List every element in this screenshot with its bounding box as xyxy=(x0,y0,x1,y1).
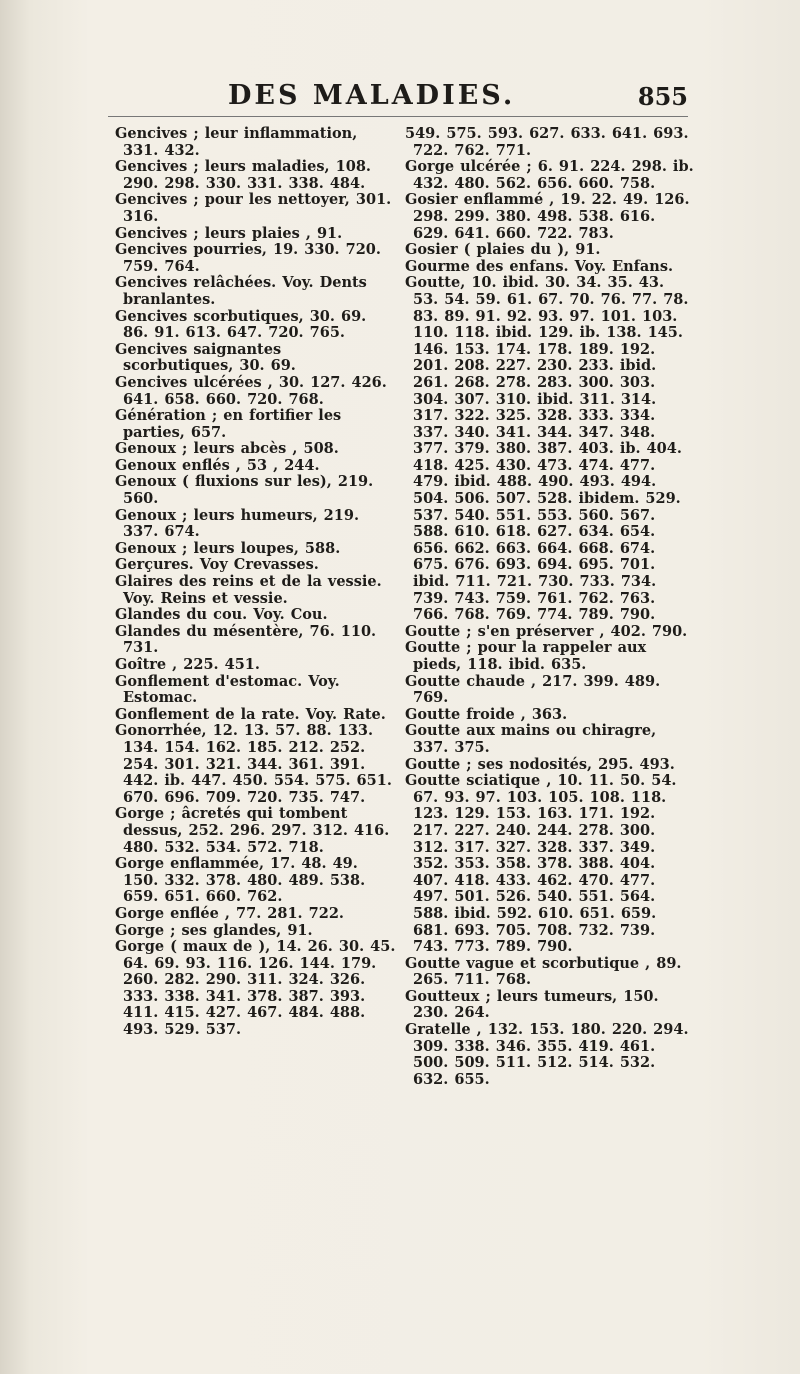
index-entry: Gencives pourries, 19. 330. 720. 759. 764. xyxy=(115,241,381,275)
index-entry: Genoux enflés , 53 , 244. xyxy=(115,456,320,474)
index-entry: Gorge ( maux de ), 14. 26. 30. 45. 64. 69. 93. 116. 126. 144. 179. 260. 282. 290. 311. 324. 326. 333. 338. 341. 378. 387. 393. 411. 415. 427. 467. 484. 488. 493. 529. 537. xyxy=(115,938,396,1039)
index-entry: Gourme des enfans. Voy. Enfans. xyxy=(405,257,674,275)
index-entry: Gorge enflée , 77. 281. 722. xyxy=(115,904,344,922)
index-entry: Goutte ; s'en préserver , 402. 790. xyxy=(405,622,688,640)
index-entry: Goutte sciatique , 10. 11. 50. 54. 67. 93. 97. 103. 105. 108. 118. 123. 129. 153. 163. 171. 192. 217. 227. 240. 244. 278. 300. 312. 317. 327. 328. 337. 349. 352. 353. 358. 378. 388. 404. 407. 418. 433. 462. 470. 477. 497. 501. 526. 540. 551. 564. 588. ibid. 592. 610. 651. 659. 681. 693. 705. 708. 732. 739. 743. 773. 789. 790. xyxy=(405,772,677,956)
index-entry: Gorge ; ses glandes, 91. xyxy=(115,921,313,939)
page-number: 855 xyxy=(637,82,688,111)
index-entry: Génération ; en fortifier les parties, 657. xyxy=(115,407,342,441)
index-entry: Genoux ( fluxions sur les), 219. 560. xyxy=(115,473,374,508)
index-entry: Goître , 225. 451. xyxy=(115,656,260,673)
index-entry: Gerçures. Voy Crevasses. xyxy=(115,556,319,574)
index-entry: Goutte vague et scorbutique , 89. 265. 711. 768. xyxy=(405,954,682,989)
index-entry: Gosier ( plaies du ), 91. xyxy=(405,241,601,259)
index-entry: Goutte ; ses nodosités, 295. 493. xyxy=(405,755,675,773)
index-entry: Glaires des reins et de la vessie. Voy. Reins et vessie. xyxy=(115,573,382,607)
index-entry: Gencives ; leurs maladies, 108. 290. 298. 330. 331. 338. 484. xyxy=(115,158,371,192)
index-column-left xyxy=(115,126,397,1039)
running-title: DES MALADIES. xyxy=(228,80,516,111)
index-entry: Gencives ulcérées , 30. 127. 426. 641. 658. 660. 720. 768. xyxy=(115,373,387,408)
index-entry: Goutte chaude , 217. 399. 489. 769. xyxy=(405,672,661,707)
index-entry-continued: 549. 575. 593. 627. 633. 641. 693. 722. 762. 771. xyxy=(405,125,689,159)
index-entry: Gencives relâchées. Voy. Dents branlantes. xyxy=(115,274,367,308)
index-entry: Goutteux ; leurs tumeurs, 150. 230. 264. xyxy=(405,987,659,1022)
index-entry: Gencives saignantes scorbutiques, 30. 69. xyxy=(115,340,296,375)
index-entry: Gosier enflammé , 19. 22. 49. 126. 298. 299. 380. 498. 538. 616. 629. 641. 660. 722. 783. xyxy=(405,191,690,242)
index-entry: Goutte ; pour la rappeler aux pieds, 118. ibid. 635. xyxy=(405,639,647,673)
index-entry: Gencives scorbutiques, 30. 69. 86. 91. 613. 647. 720. 765. xyxy=(115,307,367,342)
index-entry: Gencives ; leurs plaies , 91. xyxy=(115,224,343,242)
index-entry: Gonflement de la rate. Voy. Rate. xyxy=(115,705,386,723)
page-header xyxy=(108,80,688,117)
index-entry: Glandes du cou. Voy. Cou. xyxy=(115,606,328,624)
index-entry: Gencives ; leur inflammation, 331. 432. xyxy=(115,125,358,159)
index-entry: Gonflement d'estomac. Voy. Estomac. xyxy=(115,672,340,707)
index-entry: Goutte aux mains ou chiragre, 337. 375. xyxy=(405,722,657,756)
index-entry: Goutte froide , 363. xyxy=(405,705,568,723)
index-column-right xyxy=(405,126,695,1088)
index-entry: Gencives ; pour les nettoyer, 301. 316. xyxy=(115,191,392,225)
index-entry: Genoux ; leurs loupes, 588. xyxy=(115,539,341,557)
index-entry: Genoux ; leurs humeurs, 219. 337. 674. xyxy=(115,506,359,541)
index-entry: Glandes du mésentère, 76. 110. 731. xyxy=(115,622,377,657)
index-entry: Gonorrhée, 12. 13. 57. 88. 133. 134. 154. 162. 185. 212. 252. 254. 301. 321. 344. 361. 391. 442. ib. 447. 450. 554. 575. 651. 670. 696. 709. 720. 735. 747. xyxy=(115,722,392,806)
index-entry: Gorge enflammée, 17. 48. 49. 150. 332. 378. 480. 489. 538. 659. 651. 660. 762. xyxy=(115,855,366,906)
index-entry: Goutte, 10. ibid. 30. 34. 35. 43. 53. 54. 59. 61. 67. 70. 76. 77. 78. 83. 89. 91. 92. 93. 97. 101. 103. 110. 118. ibid. 129. ib. 138. 145. 146. 153. 174. 178. 189. 192. 201. 208. 227. 230. 233. ibid. 261. 268. 278. 283. 300. 303. 304. 307. 310. ibid. 311. 314. 317. 322. 325. 328. 333. 334. 337. 340. 341. 344. 347. 348. 377. 379. 380. 387. 403. ib. 404. 418. 425. 430. 473. 474. 477. 479. ibid. 488. 490. 493. 494. 504. 506. 507. 528. ibidem. 529. 537. 540. 551. 553. 560. 567. 588. 610. 618. 627. 634. 654. 656. 662. 663. 664. 668. 674. 675. 676. 693. 694. 695. 701. ibid. 711. 721. 730. 733. 734. 739. 743. 759. 761. 762. 763. 766. 768. 769. 774. 789. 790. xyxy=(405,274,689,624)
index-entry: Gorge ; âcretés qui tombent dessus, 252. 296. 297. 312. 416. 480. 532. 534. 572. 718. xyxy=(115,805,390,856)
index-entry: Genoux ; leurs abcès , 508. xyxy=(115,440,339,458)
index-entry: Gratelle , 132. 153. 180. 220. 294. 309. 338. 346. 355. 419. 461. 500. 509. 511. 512. 514. 532. 632. 655. xyxy=(405,1021,689,1088)
index-entry: Gorge ulcérée ; 6. 91. 224. 298. ib. 432. 480. 562. 656. 660. 758. xyxy=(405,158,694,192)
